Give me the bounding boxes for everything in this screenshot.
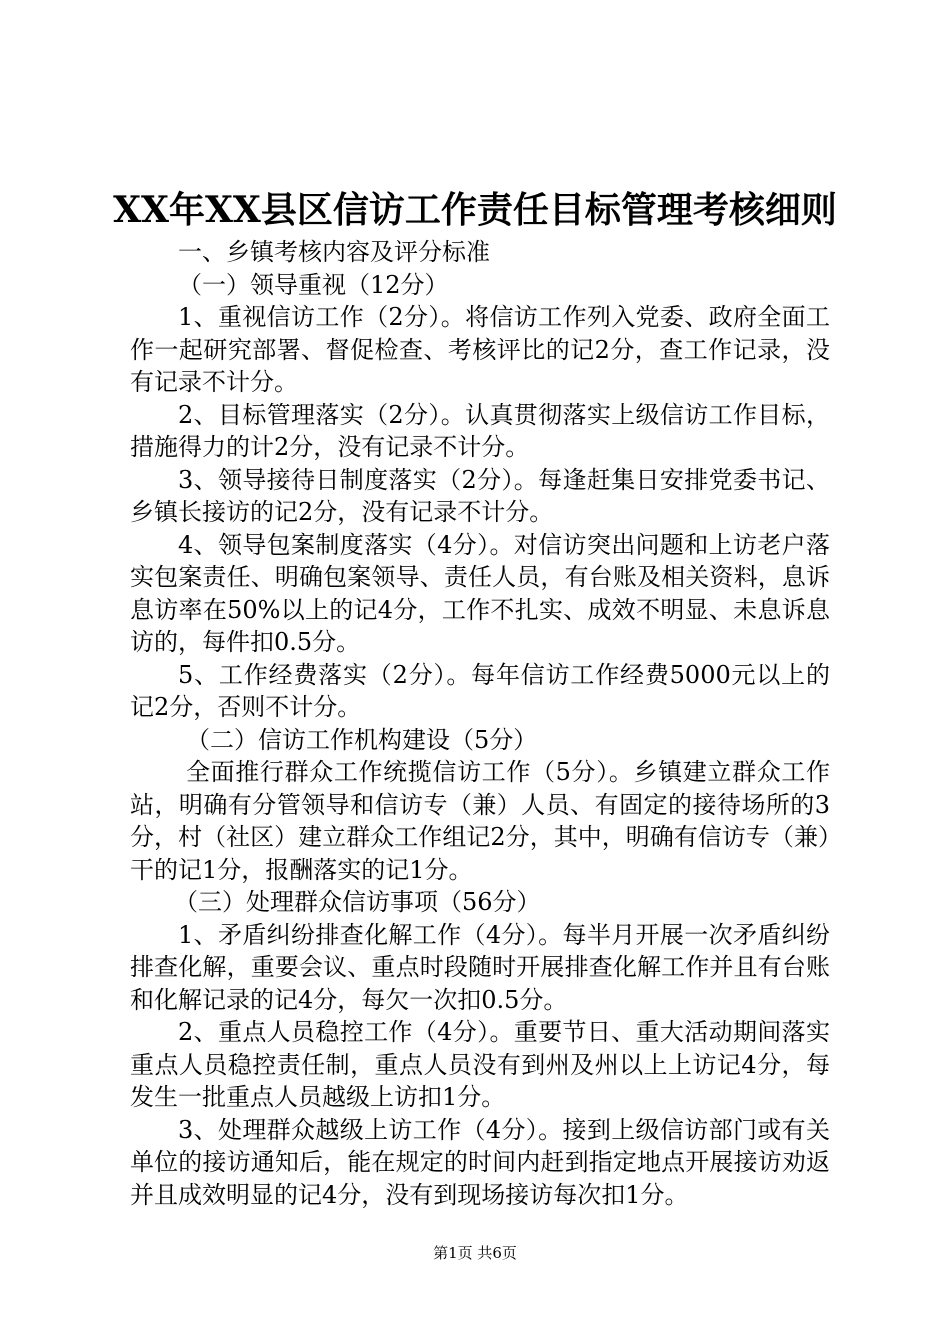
document-title: XX年XX县区信访工作责任目标管理考核细则 — [113, 189, 837, 231]
paragraph: 1、重视信访工作（2分）。将信访工作列入党委、政府全面工作一起研究部署、督促检查、考核评比的记2分，查工作记录，没有记录不计分。 — [130, 303, 830, 396]
subsection-heading: （二）信访工作机构建设（5分） — [186, 725, 538, 754]
subsection-heading: （一）领导重视（12分） — [178, 270, 449, 299]
section-heading: 一、乡镇考核内容及评分标准 — [178, 238, 490, 266]
paragraph: 3、领导接待日制度落实（2分）。每逢赶集日安排党委书记、乡镇长接访的记2分，没有记录不计分。 — [130, 465, 830, 526]
page-footer: 第1页 共6页 — [433, 1244, 517, 1262]
subsection-heading: （三）处理群众信访事项（56分） — [174, 888, 541, 916]
paragraph: 1、矛盾纠纷排查化解工作（4分）。每半月开展一次矛盾纠纷排查化解，重要会议、重点时段随时开展排查化解工作并且有台账和化解记录的记4分，每欠一次扣0.5分。 — [130, 920, 830, 1014]
paragraph: 4、领导包案制度落实（4分）。对信访突出问题和上访老户落实包案责任、明确包案领导、责任人员，有台账及相关资料，息诉息访率在50%以上的记4分，工作不扎实、成效不明显、未息诉息访的，每件扣0.5分。 — [130, 530, 830, 656]
paragraph: 5、工作经费落实（2分）。每年信访工作经费5000元以上的记2分，否则不计分。 — [130, 660, 830, 721]
document-body — [130, 236, 830, 1211]
paragraph: 2、目标管理落实（2分）。认真贯彻落实上级信访工作目标，措施得力的计2分，没有记录不计分。 — [130, 400, 830, 461]
paragraph: 3、处理群众越级上访工作（4分）。接到上级信访部门或有关单位的接访通知后，能在规定的时间内赶到指定地点开展接访劝返并且成效明显的记4分，没有到现场接访每次扣1分。 — [130, 1115, 830, 1209]
paragraph: 全面推行群众工作统揽信访工作（5分）。乡镇建立群众工作站，明确有分管领导和信访专（兼）人员、有固定的接待场所的3分，村（社区）建立群众工作组记2分，其中，明确有信访专（兼）干的记1分，报酬落实的记1分。 — [130, 758, 830, 884]
paragraph: 2、重点人员稳控工作（4分）。重要节日、重大活动期间落实重点人员稳控责任制，重点人员没有到州及州以上上访记4分，每发生一批重点人员越级上访扣1分。 — [130, 1018, 830, 1111]
